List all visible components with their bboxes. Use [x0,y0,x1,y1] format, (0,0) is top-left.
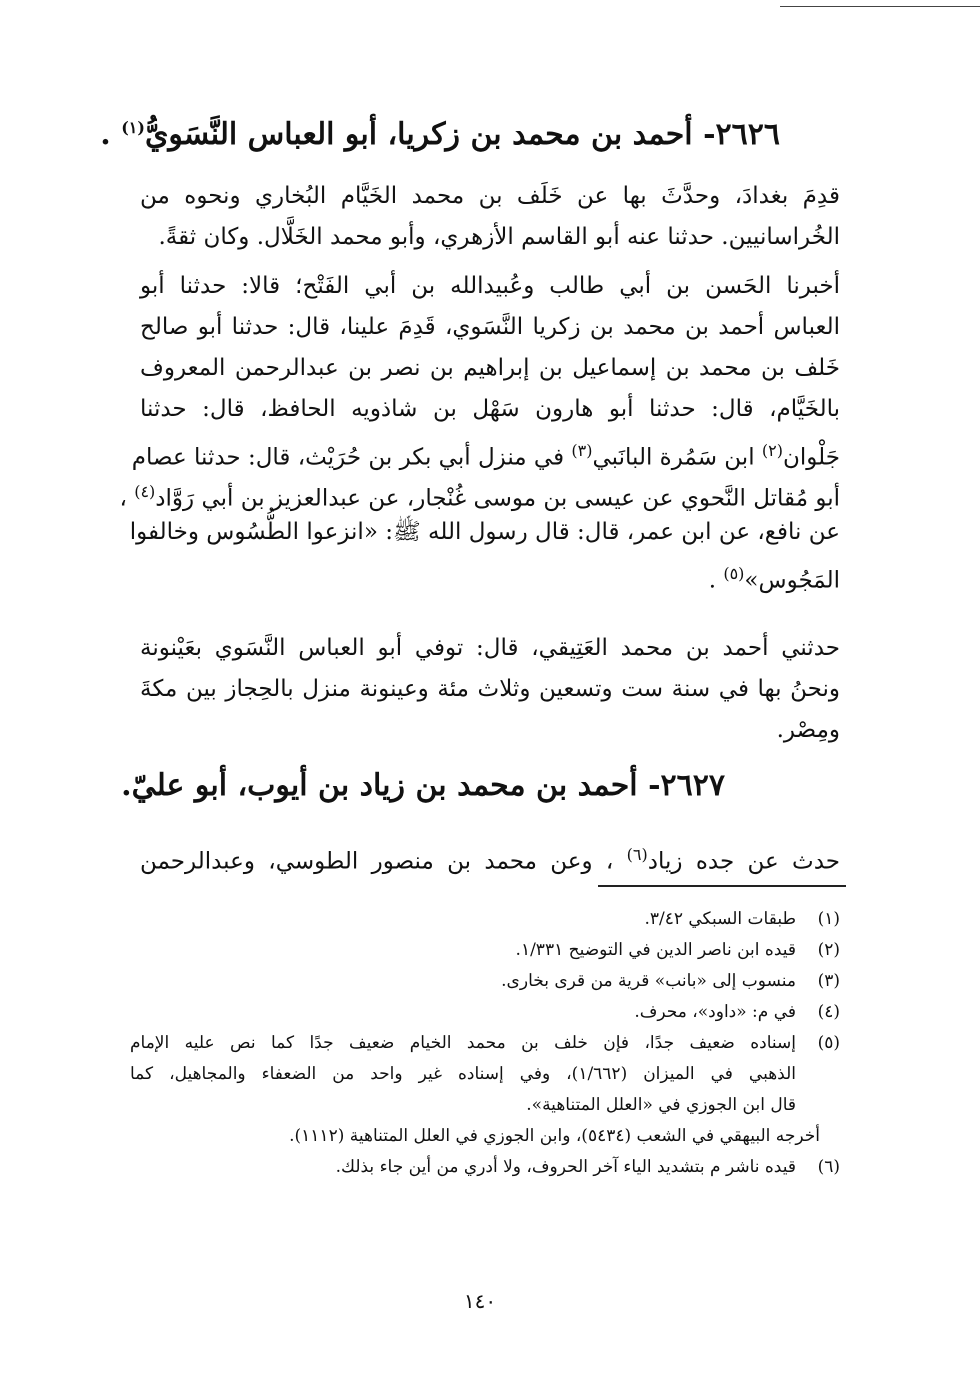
footnote-body [130,1152,796,1183]
text-line: أخبرنا الحَسن بن أبي طالب وعُبيدالله بن أبي الفَتْح؛ قالا: حدثنا أبو [140,273,840,299]
footnote-ref-5: (٥) [723,564,745,583]
text-line: العباس أحمد بن محمد بن زكريا النَّسَوي، قَدِمَ علينا، قال: حدثنا أبو صالح [140,314,840,340]
text-segment: ابن سَمُرة البانَبي [592,444,762,471]
footnote-line: قال ابن الجوزي في «العلل المتناهية». [526,1095,796,1115]
entry-2626-title: ٢٦٢٦- أحمد بن محمد بن زكريا، أبو العباس النَّسَويُّ [144,117,780,152]
footnote-5-continuation [130,1121,840,1152]
footnote-number: (٥) [817,1033,840,1053]
footnote-ref-4: (٤) [134,482,156,501]
footnote-body [130,966,796,997]
footnote-body [130,1028,796,1121]
text-line: قدِمَ بغدادَ، وحدَّثَ بها عن خَلَف بن محمد الخَيَّام البُخاري ونحوه من [140,183,840,209]
text-segment: حدث عن جده زياد [647,848,840,875]
footnote-ref-1: (١) [121,118,145,137]
footnotes [130,904,840,1183]
entry-2626-hadith [119,266,840,594]
text-line: الخُراسانيين. حدثنا عنه أبو القاسم الأزهري، وأبو محمد الخَلَّال. وكان ثقةً. [158,224,840,250]
text-line: حدثني أحمد بن محمد العَتِيقي، قال: توفي أبو العباس النَّسَوي بعَيْنونة [140,635,840,661]
footnote-line: الذهبي في الميزان (١/٦٦٢)، وفي إسناده غير واحد من الضعفاء والمجاهيل، كما [130,1064,796,1084]
text-line [140,834,840,875]
heading-period: . [100,117,111,152]
footnote-separator [598,885,846,887]
footnote-6 [130,1152,840,1183]
footnote-ref-6: (٦) [626,845,648,864]
footnote-number: (٤) [817,1002,840,1022]
footnote-number: (٦) [817,1157,840,1177]
footnote-line: منسوب إلى «بانب» قرية من قرى بخارى. [501,971,796,991]
entry-2627-text [140,834,840,875]
footnote-body [130,935,796,966]
footnote-2 [130,935,840,966]
footnote-1 [130,904,840,935]
text-segment: في منزل أبي بكر بن حُرَيْث، قال: حدثنا عصام [131,444,572,471]
top-rule [780,6,980,7]
footnote-5 [130,1028,840,1121]
text-line: عن نافع، عن ابن عمر، قال: قال رسول الله ﷺ: «انزعوا الطُّسُوس وخالفوا [129,519,840,545]
footnote-ref-3: (٣) [571,441,593,460]
footnote-body [130,904,796,935]
footnote-number: (٢) [817,940,840,960]
footnote-ref-2: (٢) [761,441,783,460]
text-segment: ، [119,485,135,512]
text-line [119,471,840,512]
entry-2626-heading [100,108,780,155]
entry-2626-death-note [140,628,840,751]
footnote-line: أخرجه البيهقي في الشعب (٥٤٣٤)، وابن الجوزي في العلل المتناهية (١١١٢). [289,1126,820,1146]
page-number: ١٤٠ [463,1289,497,1313]
entry-2627-title: ٢٦٢٧- أحمد بن محمد بن زياد بن أيوب، أبو عليّ. [121,768,725,803]
text-segment: . [708,567,724,594]
text-line [140,553,840,594]
entry-2626-intro [140,176,840,258]
text-segment: المَجُوس» [744,567,840,594]
text-line: ونحنُ بها في سنة ست وتسعين وثلاث مئة وعينونة منزل بالحِجاز بين مكةَ [140,676,840,702]
text-line [131,430,840,471]
text-line: خَلف بن محمد بن إسماعيل بن إبراهيم بن نصر بن عبدالرحمن المعروف [140,355,840,381]
footnote-number: (٣) [817,971,840,991]
footnote-line: قيده ابن ناصر الدين في التوضيح ١/٣٣١. [515,940,796,960]
entry-2627-heading [121,766,725,806]
text-segment: أبو مُقاتل النَّحوي عن عيسى بن موسى غُنْجار، عن عبدالعزيز بن أبي رَوَّاد [155,485,840,512]
footnote-line: طبقات السبكي ٣/٤٢. [644,909,796,929]
footnote-line: في م: «داود»، محرف. [634,1002,796,1022]
footnote-line: قيده ناشر م بتشديد الياء آخر الحروف، ولا أدري من أين جاء بذلك. [335,1157,796,1177]
text-line: بالخَيَّام، قال: حدثنا أبو هارون سَهْل بن شاذويه الحافظ، قال: حدثنا [140,396,840,422]
footnote-number: (١) [817,909,840,929]
text-segment: ، وعن محمد بن منصور الطوسي، وعبدالرحمن [140,848,627,875]
footnote-line: إسناده ضعيف جدًا، فإن خلف بن محمد الخيام ضعيف جدًا كما نص عليه الإمام [130,1033,796,1053]
footnote-4 [130,997,840,1028]
footnote-body [130,997,796,1028]
text-line: ومِصْر. [776,717,840,743]
footnote-3 [130,966,840,997]
text-segment: جَلْوان [783,444,840,471]
